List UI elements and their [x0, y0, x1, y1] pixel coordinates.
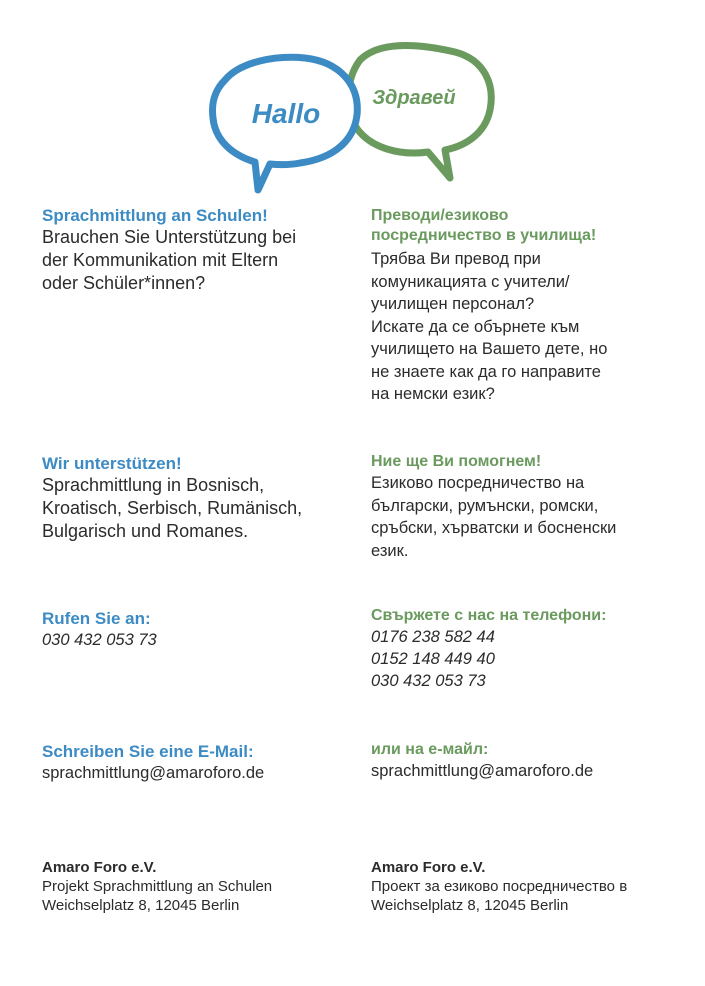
bulgarian-support-section — [371, 452, 616, 562]
org-name: Amaro Foro e.V. — [42, 859, 157, 876]
phone-number[interactable]: 0152 148 449 40 — [371, 650, 495, 668]
text-line: oder Schüler*innen? — [42, 273, 206, 293]
org-project: Проект за езиково посредничество в — [371, 878, 628, 895]
german-support-section — [42, 454, 302, 543]
org-address: Weichselplatz 8, 12045 Berlin — [371, 897, 569, 914]
text-line: Искате да се обърнете към — [371, 317, 580, 336]
greeting-hallo: Hallo — [251, 98, 321, 129]
speech-bubbles-logo — [0, 0, 705, 200]
german-call-heading: Rufen Sie an: — [42, 609, 151, 628]
org-name: Amaro Foro e.V. — [371, 859, 486, 876]
bulgarian-intro-section — [371, 206, 607, 406]
german-call-section — [42, 609, 157, 651]
bulgarian-intro-heading — [371, 206, 607, 246]
phone-number[interactable]: 0176 238 582 44 — [371, 628, 495, 646]
german-intro-text — [42, 226, 296, 295]
german-support-heading: Wir unterstützen! — [42, 454, 182, 473]
text-line: Езиково посредничество на — [371, 474, 585, 492]
text-line: Трябва Ви превод при — [371, 250, 541, 268]
email-link[interactable]: sprachmittlung@amaroforo.de — [371, 762, 594, 780]
bulgarian-organization — [371, 858, 627, 915]
greeting-zdravei: Здравей — [372, 87, 456, 109]
phone-number[interactable]: 030 432 053 73 — [371, 672, 486, 690]
text-line: български, румънски, ромски, — [371, 496, 599, 515]
bulgarian-email-section — [371, 740, 593, 782]
org-address: Weichselplatz 8, 12045 Berlin — [42, 897, 240, 914]
text-line: der Kommunikation mit Eltern — [42, 250, 279, 270]
heading-line: Преводи/езиково — [371, 207, 509, 224]
phone-number[interactable]: 030 432 053 73 — [42, 631, 157, 649]
text-line: Bulgarisch und Romanes. — [42, 521, 249, 541]
text-line: училищен персонал? — [371, 295, 535, 313]
text-line: сръбски, хърватски и босненски — [371, 519, 617, 537]
german-intro-heading: Sprachmittlung an Schulen! — [42, 206, 268, 225]
bulgarian-call-heading: Свържете с нас на телефони: — [371, 607, 607, 624]
bulgarian-call-section — [371, 606, 606, 692]
german-intro-section — [42, 206, 296, 295]
org-project: Projekt Sprachmittlung an Schulen — [42, 878, 273, 895]
email-link[interactable]: sprachmittlung@amaroforo.de — [42, 764, 265, 782]
text-line: език. — [371, 541, 409, 560]
text-line: Sprachmittlung in Bosnisch, — [42, 475, 265, 495]
german-organization — [42, 858, 272, 915]
text-line: комуникацията с учители/ — [371, 272, 570, 291]
german-email-heading: Schreiben Sie eine E-Mail: — [42, 742, 254, 761]
bulgarian-email-heading: или на е-майл: — [371, 741, 489, 758]
text-line: не знаете как да го направите — [371, 362, 601, 381]
german-email-section — [42, 742, 264, 784]
bulgarian-intro-text — [371, 248, 607, 406]
green-speech-bubble-icon — [348, 45, 491, 178]
text-line: Kroatisch, Serbisch, Rumänisch, — [42, 498, 303, 518]
text-line: училището на Вашето дете, но — [371, 340, 608, 358]
text-line: на немски език? — [371, 385, 495, 403]
bulgarian-support-text — [371, 472, 616, 562]
bulgarian-support-heading: Ние ще Ви помогнем! — [371, 453, 542, 470]
text-line: Brauchen Sie Unterstützung bei — [42, 227, 297, 247]
german-support-text — [42, 474, 302, 543]
heading-line: посредничество в училища! — [371, 227, 597, 244]
